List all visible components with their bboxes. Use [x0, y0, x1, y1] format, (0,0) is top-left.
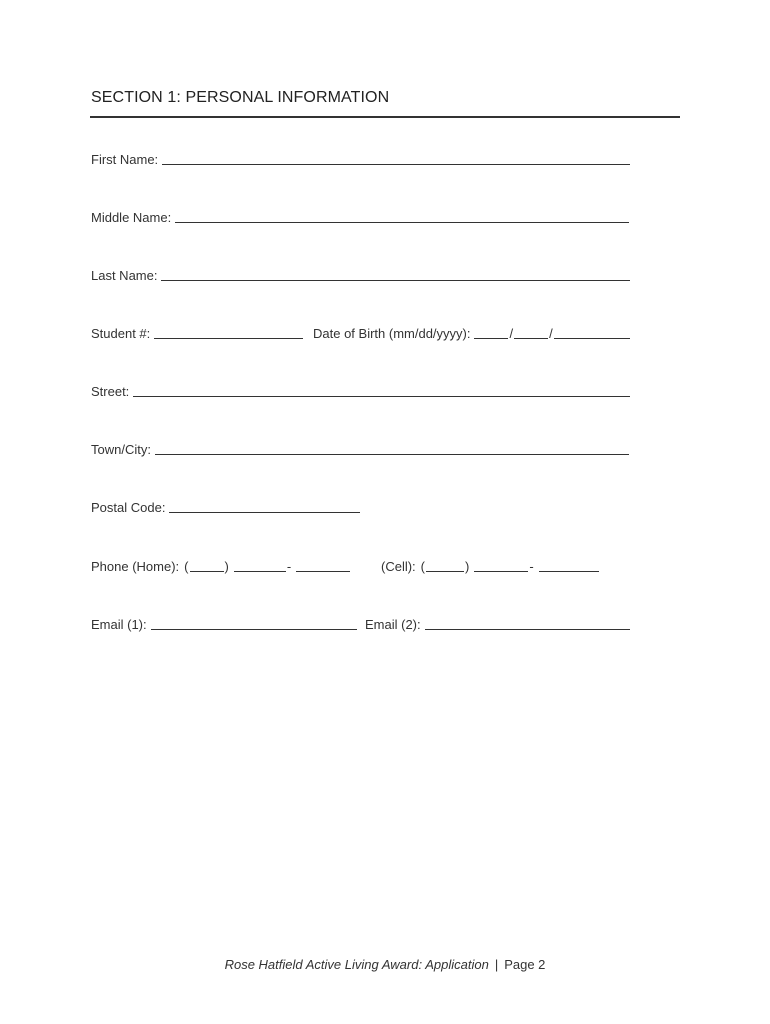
phone-home-close-paren: ): [224, 559, 229, 574]
footer-divider: |: [494, 957, 499, 972]
middle-name-blank[interactable]: [175, 222, 629, 223]
phone-home-label: Phone (Home):: [91, 559, 180, 574]
town-city-label: Town/City:: [91, 442, 151, 457]
last-name-label: Last Name:: [91, 268, 158, 283]
phone-cell-close-paren: ): [465, 559, 470, 574]
dob-day-blank[interactable]: [514, 338, 548, 339]
phone-cell-line-blank[interactable]: [539, 571, 599, 572]
phone-cell-area-code-blank[interactable]: [426, 571, 464, 572]
date-of-birth-field: [313, 324, 630, 342]
footer-document-title: Rose Hatfield Active Living Award: Application: [224, 957, 489, 972]
street-row: [91, 382, 631, 400]
postal-code-label: Postal Code:: [91, 500, 166, 515]
dob-year-blank[interactable]: [554, 338, 630, 339]
middle-name-label: Middle Name:: [91, 210, 172, 225]
postal-code-row: [91, 498, 631, 516]
email-1-field[interactable]: [91, 615, 357, 633]
last-name-row: [91, 266, 631, 284]
student-number-blank[interactable]: [154, 338, 303, 339]
first-name-row: [91, 150, 631, 168]
last-name-field[interactable]: [91, 266, 630, 284]
email-1-label: Email (1):: [91, 617, 147, 632]
email-2-blank[interactable]: [425, 629, 630, 630]
middle-name-row: [91, 208, 631, 226]
student-number-label: Student #:: [91, 326, 151, 341]
student-number-field[interactable]: [91, 324, 303, 342]
section-title: SECTION 1: PERSONAL INFORMATION: [91, 89, 390, 106]
student-dob-row: [91, 324, 631, 342]
phone-cell-label: (Cell):: [381, 559, 416, 574]
date-of-birth-label: Date of Birth (mm/dd/yyyy):: [313, 326, 471, 341]
phone-home-open-paren: (: [184, 559, 189, 574]
phone-cell-dash: -: [529, 559, 534, 574]
phone-cell-field: [381, 557, 599, 575]
phone-row: [91, 557, 631, 575]
last-name-blank[interactable]: [161, 280, 630, 281]
phone-home-area-code-blank[interactable]: [190, 571, 224, 572]
phone-home-field: [91, 557, 350, 575]
street-field[interactable]: [91, 382, 630, 400]
email-2-label: Email (2):: [365, 617, 421, 632]
dob-month-blank[interactable]: [474, 338, 508, 339]
town-city-blank[interactable]: [155, 454, 629, 455]
first-name-label: First Name:: [91, 152, 159, 167]
phone-home-dash: -: [286, 559, 292, 574]
middle-name-field[interactable]: [91, 208, 629, 226]
footer-page-number: Page 2: [504, 957, 546, 972]
phone-home-line-blank[interactable]: [296, 571, 350, 572]
email-row: [91, 615, 631, 633]
section-divider: [90, 116, 680, 118]
dob-separator: /: [549, 326, 553, 341]
first-name-blank[interactable]: [162, 164, 630, 165]
street-label: Street:: [91, 384, 130, 399]
street-blank[interactable]: [133, 396, 630, 397]
town-city-field[interactable]: [91, 440, 629, 458]
email-2-field[interactable]: [365, 615, 630, 633]
town-city-row: [91, 440, 631, 458]
phone-cell-open-paren: (: [420, 559, 426, 574]
postal-code-blank[interactable]: [169, 512, 360, 513]
postal-code-field[interactable]: [91, 498, 360, 516]
email-1-blank[interactable]: [151, 629, 357, 630]
phone-cell-prefix-blank[interactable]: [474, 571, 528, 572]
first-name-field[interactable]: [91, 150, 630, 168]
dob-separator: /: [509, 326, 514, 341]
page-footer: [0, 957, 770, 972]
phone-home-prefix-blank[interactable]: [234, 571, 286, 572]
